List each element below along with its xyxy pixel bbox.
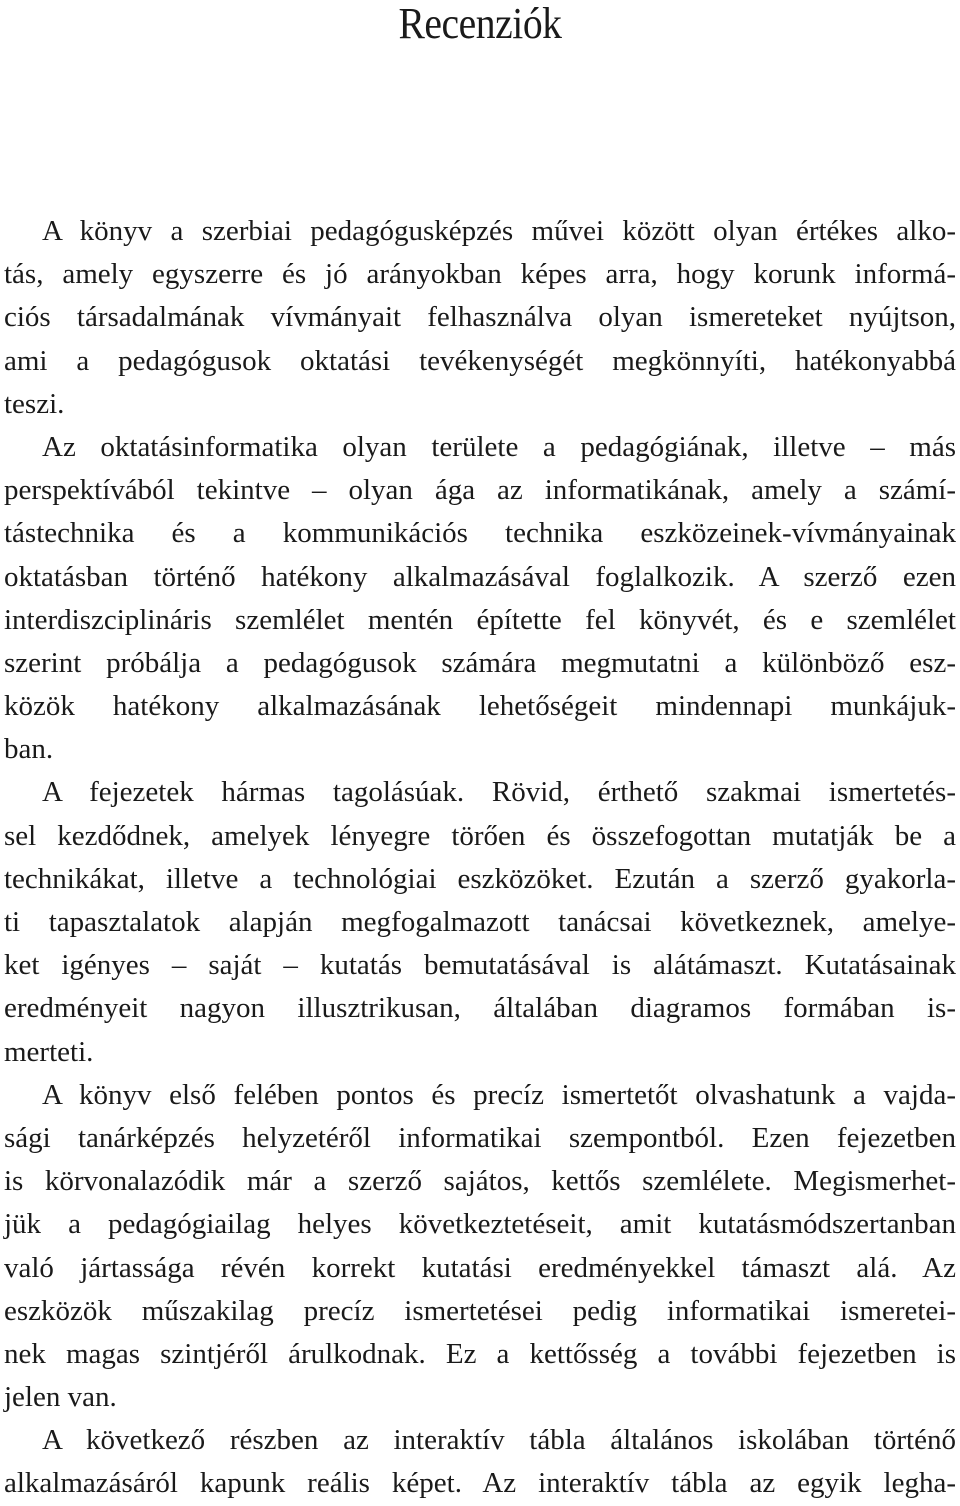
text-line: teszi. bbox=[4, 387, 65, 420]
text-line: eszközök műszakilag precíz ismertetései pedig informatikai ismeretei- bbox=[4, 1294, 956, 1327]
text-line: ban. bbox=[4, 733, 54, 766]
text-line: is körvonalazódik már a szerző sajátos, kettős szemlélete. Megismerhet- bbox=[4, 1165, 956, 1198]
text-line: merteti. bbox=[4, 1035, 94, 1068]
text-line: jük a pedagógiailag helyes következtetéseit, amit kutatásmódszertanban bbox=[4, 1208, 956, 1241]
text-line: ket igényes – saját – kutatás bemutatásával is alátámaszt. Kutatásainak bbox=[4, 949, 956, 982]
text-line: A fejezetek hármas tagolásúak. Rövid, érthető szakmai ismertetés- bbox=[42, 776, 956, 809]
review-body bbox=[4, 210, 956, 1506]
text-line: perspektívából tekintve – olyan ága az informatikának, amely a számí- bbox=[4, 474, 956, 507]
text-line: Az oktatásinformatika olyan területe a pedagógiának, illetve – más bbox=[42, 430, 956, 463]
text-line: alkalmazásáról kapunk reális képet. Az interaktív tábla az egyik legha- bbox=[4, 1467, 956, 1500]
text-line: ti tapasztalatok alapján megfogalmazott tanácsai következnek, amelye- bbox=[4, 906, 956, 938]
page-title: Recenziók bbox=[398, 0, 562, 48]
text-line: oktatásban történő hatékony alkalmazásával foglalkozik. A szerző ezen bbox=[4, 560, 956, 593]
text-line: eredményeit nagyon illusztrikusan, általában diagramos formában is- bbox=[4, 992, 956, 1025]
text-line: jelen van. bbox=[4, 1381, 117, 1414]
text-line: szerint próbálja a pedagógusok számára megmutatni a különböző esz- bbox=[4, 646, 956, 679]
text-line: A könyv első felében pontos és precíz ismertetőt olvashatunk a vajda- bbox=[42, 1078, 956, 1111]
text-line: ami a pedagógusok oktatási tevékenységét megkönnyíti, hatékonyabbá bbox=[4, 344, 956, 377]
text-line: nek magas szintjéről árulkodnak. Ez a kettősség a további fejezetben is bbox=[4, 1337, 956, 1370]
text-line: interdiszciplináris szemlélet mentén építette fel könyvét, és e szemlélet bbox=[4, 603, 956, 636]
text-line: való jártassága révén korrekt kutatási eredményekkel támaszt alá. Az bbox=[4, 1251, 956, 1284]
text-line: sági tanárképzés helyzetéről informatikai szempontból. Ezen fejezetben bbox=[4, 1121, 956, 1154]
text-line: technikákat, illetve a technológiai eszközöket. Ezután a szerző gyakorla- bbox=[4, 862, 956, 895]
text-line: ciós társadalmának vívmányait felhasználva olyan ismereteket nyújtson, bbox=[4, 301, 956, 334]
text-line: tás, amely egyszerre és jó arányokban képes arra, hogy korunk informá- bbox=[4, 258, 956, 291]
text-line: sel kezdődnek, amelyek lényegre törően és összefogottan mutatják be a bbox=[4, 819, 956, 852]
text-line: A könyv a szerbiai pedagógusképzés művei között olyan értékes alko- bbox=[42, 215, 956, 247]
text-line: A következő részben az interaktív tábla általános iskolában történő bbox=[42, 1424, 956, 1457]
text-line: tástechnika és a kommunikációs technika eszközeinek-vívmányainak bbox=[4, 517, 956, 550]
text-line: közök hatékony alkalmazásának lehetőségeit mindennapi munkájuk- bbox=[4, 690, 956, 723]
